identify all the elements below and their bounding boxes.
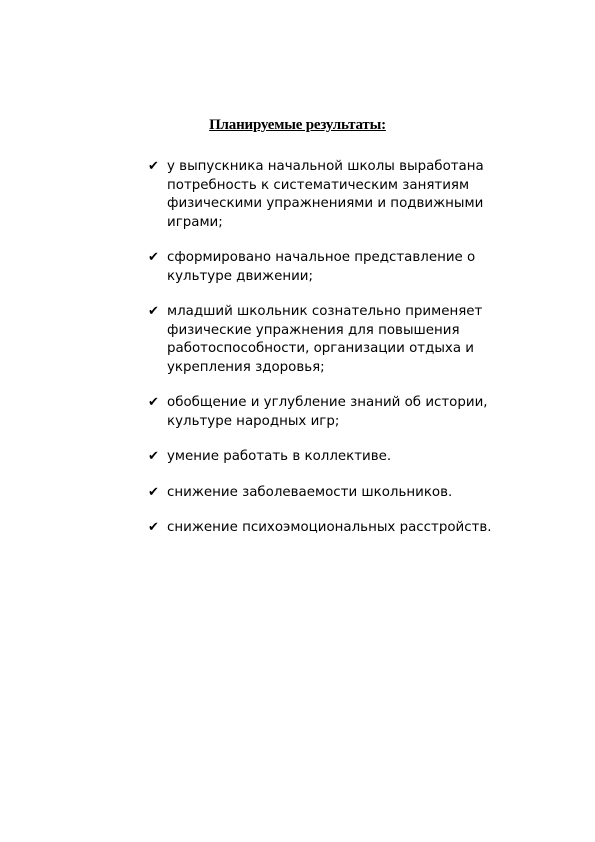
list-item-text: снижение психоэмоциональных расстройств. xyxy=(167,520,492,535)
list-item xyxy=(148,484,528,503)
list-item-text: снижение заболеваемости школьников. xyxy=(167,484,453,500)
checkmark-icon: ✔ xyxy=(148,159,159,174)
list-item xyxy=(148,303,528,377)
list-item-text: у выпускника начальной школы выработана потребность к систематическим занятиям физическими упражнениями и подвижными играми; xyxy=(167,159,484,230)
list-item xyxy=(148,158,528,232)
list-item xyxy=(148,249,528,286)
checkmark-icon: ✔ xyxy=(148,304,159,319)
list-item-text: младший школьник сознательно применяет физические упражнения для повышения работоспособности, организации отдыха и укрепления здоровья; xyxy=(167,304,483,375)
checkmark-icon: ✔ xyxy=(148,449,159,464)
checkmark-icon: ✔ xyxy=(148,250,159,265)
document-title: Планируемые результаты: xyxy=(209,117,386,133)
list-item xyxy=(148,519,528,538)
list-item xyxy=(148,448,528,467)
checkmark-icon: ✔ xyxy=(148,520,159,535)
checkmark-icon: ✔ xyxy=(148,395,159,410)
results-list xyxy=(148,158,528,555)
checkmark-icon: ✔ xyxy=(148,484,159,500)
list-item-text: умение работать в коллективе. xyxy=(167,449,392,464)
list-item xyxy=(148,394,528,431)
list-item-text: сформировано начальное представление о культуре движении; xyxy=(167,250,476,284)
list-item-text: обобщение и углубление знаний об истории, культуре народных игр; xyxy=(167,395,488,429)
